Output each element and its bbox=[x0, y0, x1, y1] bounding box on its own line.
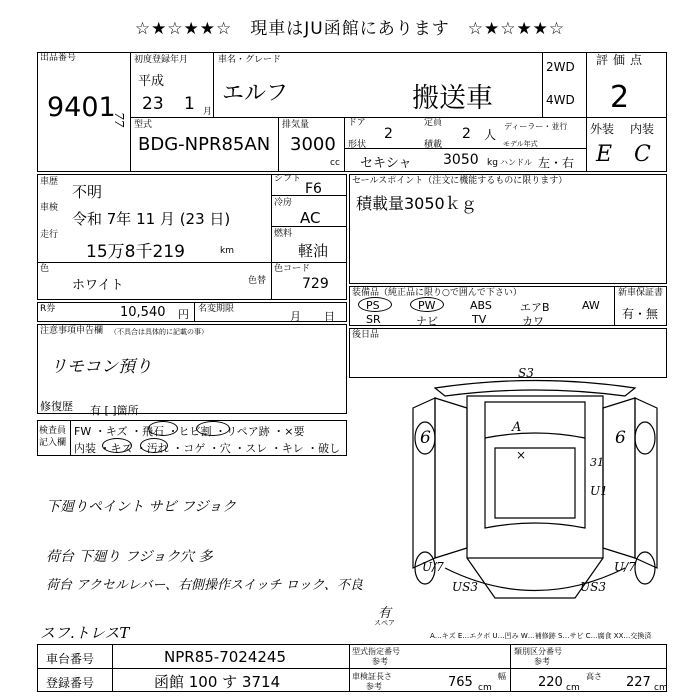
sales-label: セールスポイント（注文に機能するものに限ります） bbox=[352, 176, 568, 186]
width-unit: cm bbox=[566, 683, 580, 693]
capacity-label: 定員 bbox=[424, 118, 443, 128]
header-notice: ☆★☆★★☆ 現車はJU函館にあります ☆★☆★★☆ bbox=[134, 19, 566, 39]
spare-label: スペア bbox=[374, 619, 395, 627]
diagram-mark-us3-right: US3 bbox=[580, 580, 606, 594]
handle-label: ハンドル bbox=[500, 158, 532, 167]
inspection: 令和 7年 11 月 (23 日) bbox=[72, 210, 231, 228]
shift: F6 bbox=[305, 181, 322, 197]
diagram-legend: A…キズ E…エクボ U…凹み W…補修跡 S…サビ C…腐食 XX…交換済 bbox=[430, 632, 652, 640]
diagram-mark-u7-right: U/7 bbox=[614, 560, 636, 574]
lot-number: 9401 bbox=[47, 92, 116, 123]
repair: 有 [ ]箇所 bbox=[90, 404, 139, 417]
inspector-label-1: 検査員 bbox=[39, 426, 67, 436]
warranty: 有・無 bbox=[622, 307, 659, 321]
doors: 2 bbox=[384, 126, 393, 142]
diagram-mark-6-left: 6 bbox=[420, 428, 431, 448]
diagram-mark-31: 31 bbox=[590, 456, 604, 469]
yen-unit: 円 bbox=[178, 308, 189, 321]
history: 不明 bbox=[72, 183, 103, 201]
loading: 3050 bbox=[443, 152, 479, 168]
plate-label: 登録番号 bbox=[46, 676, 95, 690]
diagram-mark-u7-left: U/7 bbox=[422, 560, 444, 574]
fuel: 軽油 bbox=[298, 242, 329, 260]
equipment-row1 bbox=[360, 299, 610, 314]
diagram-mark-u1: U1 bbox=[590, 484, 608, 498]
width: 220 bbox=[538, 675, 563, 690]
length: 765 bbox=[448, 675, 473, 690]
notes-label: 注意事項申告欄 bbox=[40, 326, 104, 336]
eval-label: 評価点 bbox=[596, 53, 648, 67]
equip-airbag: エアB bbox=[520, 301, 550, 314]
height: 227 bbox=[626, 675, 651, 690]
chassis-label: 車台番号 bbox=[46, 652, 95, 666]
displacement-label: 排気量 bbox=[282, 120, 310, 130]
width-label: 幅 bbox=[498, 672, 506, 681]
height-unit: cm bbox=[654, 683, 668, 693]
cc-unit: cc bbox=[330, 158, 340, 168]
ref-label-2: 参考 bbox=[534, 657, 550, 666]
diagram-mark-x: × bbox=[516, 448, 527, 462]
shift-label: シフト bbox=[274, 174, 302, 184]
recycle: 10,540 bbox=[120, 305, 166, 320]
kg-unit: kg bbox=[487, 158, 498, 168]
inspection-label: 車検 bbox=[40, 203, 59, 213]
lot-label: 出品番号 bbox=[40, 53, 77, 63]
color-change-label: 色替 bbox=[248, 276, 267, 286]
equip-navi: ナビ bbox=[416, 315, 438, 328]
height-label: 高さ bbox=[586, 672, 602, 681]
ref-label-3: 参考 bbox=[366, 682, 382, 691]
exterior-grade: E bbox=[596, 142, 613, 167]
reg-month: 1 bbox=[184, 94, 195, 114]
length-unit: cm bbox=[478, 683, 492, 693]
mileage-label: 走行 bbox=[40, 230, 59, 240]
km-unit: km bbox=[220, 246, 234, 256]
lot-suffix: 77 bbox=[112, 112, 126, 128]
color-label: 色 bbox=[40, 264, 50, 274]
shape: セキシャ bbox=[360, 156, 412, 171]
equip-leather: カワ bbox=[522, 315, 544, 328]
shape-label: 形状 bbox=[348, 140, 367, 150]
repair-label: 修復歴 bbox=[40, 400, 73, 413]
color-code: 729 bbox=[302, 276, 329, 292]
history-label: 車歴 bbox=[40, 177, 59, 187]
handwritten-note-1: 下廻りペイント サビ フジョク bbox=[46, 499, 237, 515]
equip-tv: TV bbox=[472, 313, 487, 326]
capacity: 2 bbox=[462, 126, 471, 142]
type-code: BDG-NPR85AN bbox=[138, 134, 271, 155]
fuel-label: 燃料 bbox=[274, 229, 293, 239]
capacity-unit: 人 bbox=[484, 128, 497, 142]
displacement: 3000 bbox=[290, 134, 336, 155]
model-year-label: モデル年式 bbox=[503, 140, 538, 148]
equip-ps: PS bbox=[366, 299, 380, 312]
equipment-label: 装備品（純正品に限り○で囲んで下さい） bbox=[352, 288, 522, 298]
interior-grade: C bbox=[634, 142, 651, 167]
door-label: ドア bbox=[348, 118, 366, 128]
name-change-month: 月 bbox=[290, 310, 301, 323]
grade: 搬送車 bbox=[412, 83, 493, 114]
handwritten-note-2: 荷台 下廻り フジョク穴 多 bbox=[46, 549, 213, 565]
ref-label-1: 参考 bbox=[372, 657, 388, 666]
equipment-row2 bbox=[360, 313, 610, 328]
ac: AC bbox=[300, 209, 321, 227]
recycle-label: R券 bbox=[40, 304, 56, 314]
color-code-label: 色コード bbox=[274, 264, 311, 274]
sales-point: 積載量3050ｋｇ bbox=[356, 194, 477, 213]
notes-sub-label: （不具合は具体的に記載の事） bbox=[110, 328, 208, 336]
equip-aw: AW bbox=[582, 299, 600, 312]
diagram-mark-yu: 有 bbox=[378, 606, 392, 621]
new-car-label: 新車保証書 bbox=[618, 288, 664, 298]
length-label: 車検証長さ bbox=[352, 672, 392, 681]
interior-label: 内装 bbox=[630, 122, 655, 136]
color: ホワイト bbox=[72, 278, 124, 293]
handwritten-note-4: スフ.トレスT bbox=[40, 624, 130, 642]
plate: 函館 100 す 3714 bbox=[154, 673, 281, 691]
vehicle-diagram bbox=[395, 368, 675, 628]
eval-score: 2 bbox=[610, 80, 630, 115]
drive-4wd: 4WD bbox=[546, 93, 575, 107]
postscript-label: 後日品 bbox=[352, 330, 380, 340]
first-reg-label: 初度登録年月 bbox=[134, 55, 189, 65]
name-change-day: 日 bbox=[324, 310, 335, 323]
ac-label: 冷房 bbox=[274, 198, 293, 208]
inspector-row1: FW ・キズ ・飛石 ・ヒビ割 ・リペア跡 ・×要 bbox=[74, 425, 305, 438]
handwritten-note-3: 荷台 アクセルレバー、右側操作スイッチ ロック、不良 bbox=[46, 578, 363, 593]
equip-pw: PW bbox=[418, 299, 436, 312]
name-change-label: 名変期限 bbox=[198, 304, 235, 314]
exterior-label: 外装 bbox=[590, 122, 615, 136]
model-label: 車名・グレード bbox=[218, 55, 282, 65]
dealer-label: ディーラー・並行 bbox=[504, 122, 568, 131]
diagram-mark-s3: S3 bbox=[518, 366, 534, 380]
diagram-mark-6-right: 6 bbox=[615, 428, 626, 448]
handle: 左・右 bbox=[538, 156, 575, 170]
inspector-row2: 内装 ・キズ ・汚れ ・コゲ ・穴 ・スレ ・キレ ・破し bbox=[74, 442, 341, 455]
inspector-label-2: 記入欄 bbox=[39, 438, 67, 448]
mileage: 15万8千219 bbox=[86, 242, 185, 262]
type-designation-label: 型式指定番号 bbox=[352, 647, 400, 656]
equip-abs: ABS bbox=[470, 299, 492, 312]
diagram-mark-us3-left: US3 bbox=[452, 580, 478, 594]
reg-year: 23 bbox=[142, 94, 164, 114]
diagram-mark-a: A bbox=[512, 420, 522, 435]
era: 平成 bbox=[138, 74, 165, 89]
equip-sr: SR bbox=[366, 313, 381, 326]
reg-month-unit: 月 bbox=[203, 107, 213, 117]
loading-label: 積載 bbox=[424, 140, 443, 150]
drive-2wd: 2WD bbox=[546, 60, 575, 74]
model-name: エルフ bbox=[222, 81, 289, 106]
notes-handwritten: リモコン預り bbox=[50, 357, 152, 377]
category-label: 類別区分番号 bbox=[514, 647, 562, 656]
chassis: NPR85-7024245 bbox=[164, 648, 286, 666]
type-label: 型式 bbox=[134, 120, 153, 130]
